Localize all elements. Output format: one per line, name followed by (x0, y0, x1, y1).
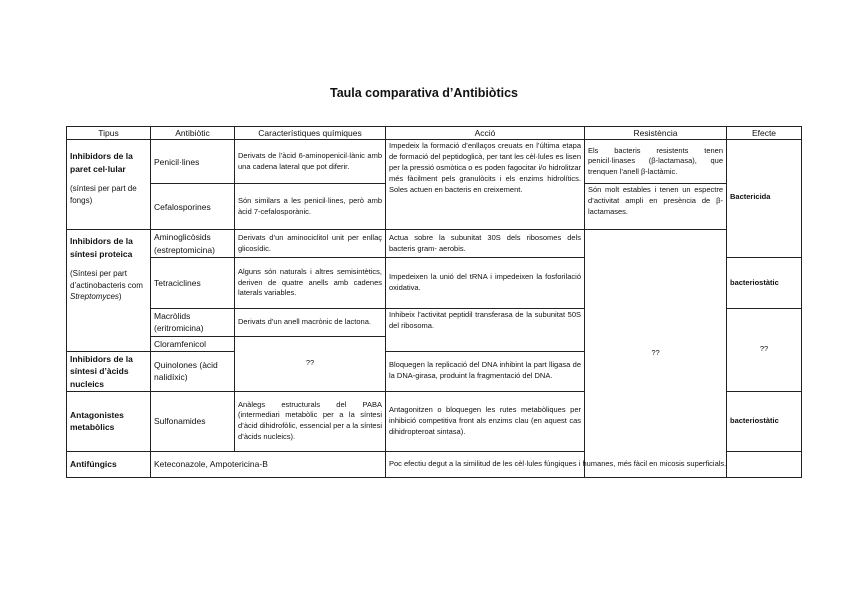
effect-cell: Bactericida (727, 140, 802, 258)
action-cell: Antagonitzen o bloquegen les rutes metabòliques per inhibició competitiva front als enzims clau (en aquest cas dihidropteroat sintasa). (386, 391, 585, 451)
header-chemistry: Característiques químiques (235, 127, 386, 140)
action-cell: Poc efectiu degut a la similitud de les cèl·lules fúngiques i humanes, més fàcil en micosis superficials. (386, 451, 802, 477)
group-cell-proteica (67, 230, 151, 352)
header-effect: Efecte (727, 127, 802, 140)
resistance-cell: Els bacteris resistents tenen penicil·linases (β-lactamasa), que trenquen l’anell β-lactàmic. (585, 140, 727, 184)
antibiotics-comparison-table (66, 126, 802, 478)
antibiotic-name: Cefalosporines (151, 184, 235, 230)
header-resistance: Resistència (585, 127, 727, 140)
antibiotic-name: Sulfonamides (151, 391, 235, 451)
antibiotic-name: Tetraciclines (151, 257, 235, 308)
group-note: (síntesi per part de fongs) (70, 183, 137, 205)
antibiotic-name: Penicil·lines (151, 140, 235, 184)
group-cell-paret (67, 140, 151, 230)
header-tipus: Tipus (67, 127, 151, 140)
action-cell: Impedeix la formació d’enllaços creuats en l’última etapa de formació del peptidoglicà, per tant les cèl·lules es lisen per la pressió osmòtica o es poden fagocitar i/o hidrolitzar més fàcilment pels granulòcits i els enzims hidrolítics. Soles actuen en bacteris en creixement. (386, 140, 585, 230)
document-title: Taula comparativa d’Antibiòtics (329, 86, 518, 100)
antibiotic-name: Macròlids (eritromicina) (151, 308, 235, 336)
effect-cell: bacteriostàtic (727, 257, 802, 308)
action-cell: Inhibeix l’activitat peptidil transferasa de la subunitat 50S del ribosoma. (386, 308, 585, 351)
header-action: Acció (386, 127, 585, 140)
table-row (67, 451, 802, 477)
chemistry-cell: ?? (235, 336, 386, 391)
group-name: Antifúngics (67, 451, 151, 477)
resistance-cell: Són molt estables i tenen un espectre d’activitat ampli en presència de β-lactamases. (585, 184, 727, 230)
chemistry-cell: Derivats de l’àcid 6-aminopenicil·lànic amb una cadena lateral que pot diferir. (235, 140, 386, 184)
effect-cell: ?? (727, 308, 802, 391)
action-cell: Actua sobre la subunitat 30S dels ribosomes dels bacteris gram- aerobis. (386, 230, 585, 258)
group-name: Inhibidors de la paret cel·lular (70, 151, 133, 174)
table-row (67, 230, 802, 258)
group-name: Inhibidors de la síntesi proteica (70, 236, 133, 259)
group-note: (Síntesi per part d’actinobacteris com Streptomyces) (70, 268, 143, 302)
antibiotic-name: Aminoglicòsids (estreptomicina) (151, 230, 235, 258)
antibiotic-name: Quinolones (àcid nalidíxic) (151, 351, 235, 391)
chemistry-cell: Anàlegs estructurals del PABA (intermediari metabòlic per a la síntesi d’àcid dihidrofòlic, essencial per a la síntesi d’àcids nucleics). (235, 391, 386, 451)
chemistry-cell: Derivats d’un aminociclitol unit per enllaç glicosídic. (235, 230, 386, 258)
group-name: Inhibidors de la síntesi d’àcids nucleics (67, 351, 151, 391)
antibiotic-name: Cloramfenicol (151, 336, 235, 351)
antibiotic-name: Keteconazole, Ampotericina-B (151, 451, 386, 477)
resistance-cell: ?? (585, 230, 727, 478)
effect-cell: bacteriostàtic (727, 391, 802, 451)
chemistry-cell: Derivats d’un anell macrònic de lactona. (235, 308, 386, 336)
group-name: Antagonistes metabòlics (67, 391, 151, 451)
chemistry-cell: Són similars a les penicil·lines, però amb àcid 7-cefalosporànic. (235, 184, 386, 230)
action-cell: Bloquegen la replicació del DNA inhibint la part lligasa de la DNA-girasa, produint la fragmentació del DNA. (386, 351, 585, 391)
table-row (67, 140, 802, 184)
action-cell: Impedeixen la unió del tRNA i impedeixen la fosforilació oxidativa. (386, 257, 585, 308)
header-antibiotic: Antibiòtic (151, 127, 235, 140)
header-row (67, 127, 802, 140)
chemistry-cell: Alguns són naturals i altres semisintètics, deriven de quatre anells amb cadenes laterals variables. (235, 257, 386, 308)
